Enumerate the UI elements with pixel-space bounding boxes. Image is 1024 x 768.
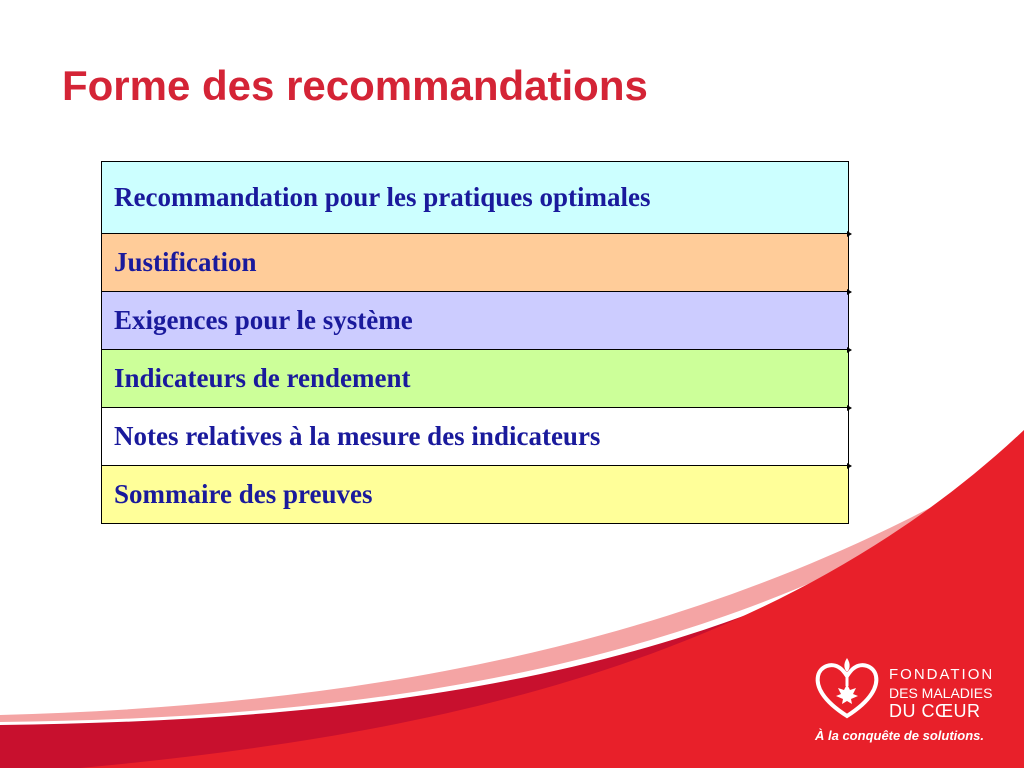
torch-handle: [846, 672, 849, 686]
logo-wordmark: [889, 666, 994, 720]
logo-line-maladies: DES MALADIES: [889, 685, 993, 701]
logo-tagline: À la conquête de solutions.: [815, 728, 985, 743]
table-row: [102, 162, 848, 233]
row-divider-tick: [847, 347, 852, 353]
row-label: Indicateurs de rendement: [114, 363, 411, 393]
torch-flame: [844, 658, 849, 672]
row-divider-tick: [847, 231, 852, 237]
row-label: Exigences pour le système: [114, 305, 413, 335]
heart-torch-icon: [812, 654, 882, 724]
row-label: Sommaire des preuves: [114, 479, 373, 509]
row-divider-tick: [847, 405, 852, 411]
table-row: [102, 349, 848, 407]
logo-line-fondation: FONDATION: [889, 666, 995, 683]
table-row: [102, 233, 848, 291]
table-row: [102, 407, 848, 465]
table-row: [102, 291, 848, 349]
row-label: Notes relatives à la mesure des indicateurs: [114, 421, 601, 451]
row-divider-tick: [847, 289, 852, 295]
row-label: Justification: [114, 247, 257, 277]
recommendation-format-table: [101, 161, 849, 524]
foundation-logo: [812, 652, 1012, 752]
row-label: Recommandation pour les pratiques optimales: [114, 182, 651, 212]
slide-title: Forme des recommandations: [62, 62, 648, 109]
row-divider-tick: [847, 463, 852, 469]
logo-line-coeur: DU CŒUR: [889, 701, 981, 721]
maple-leaf-shape: [836, 684, 858, 704]
table-row: [102, 465, 848, 523]
